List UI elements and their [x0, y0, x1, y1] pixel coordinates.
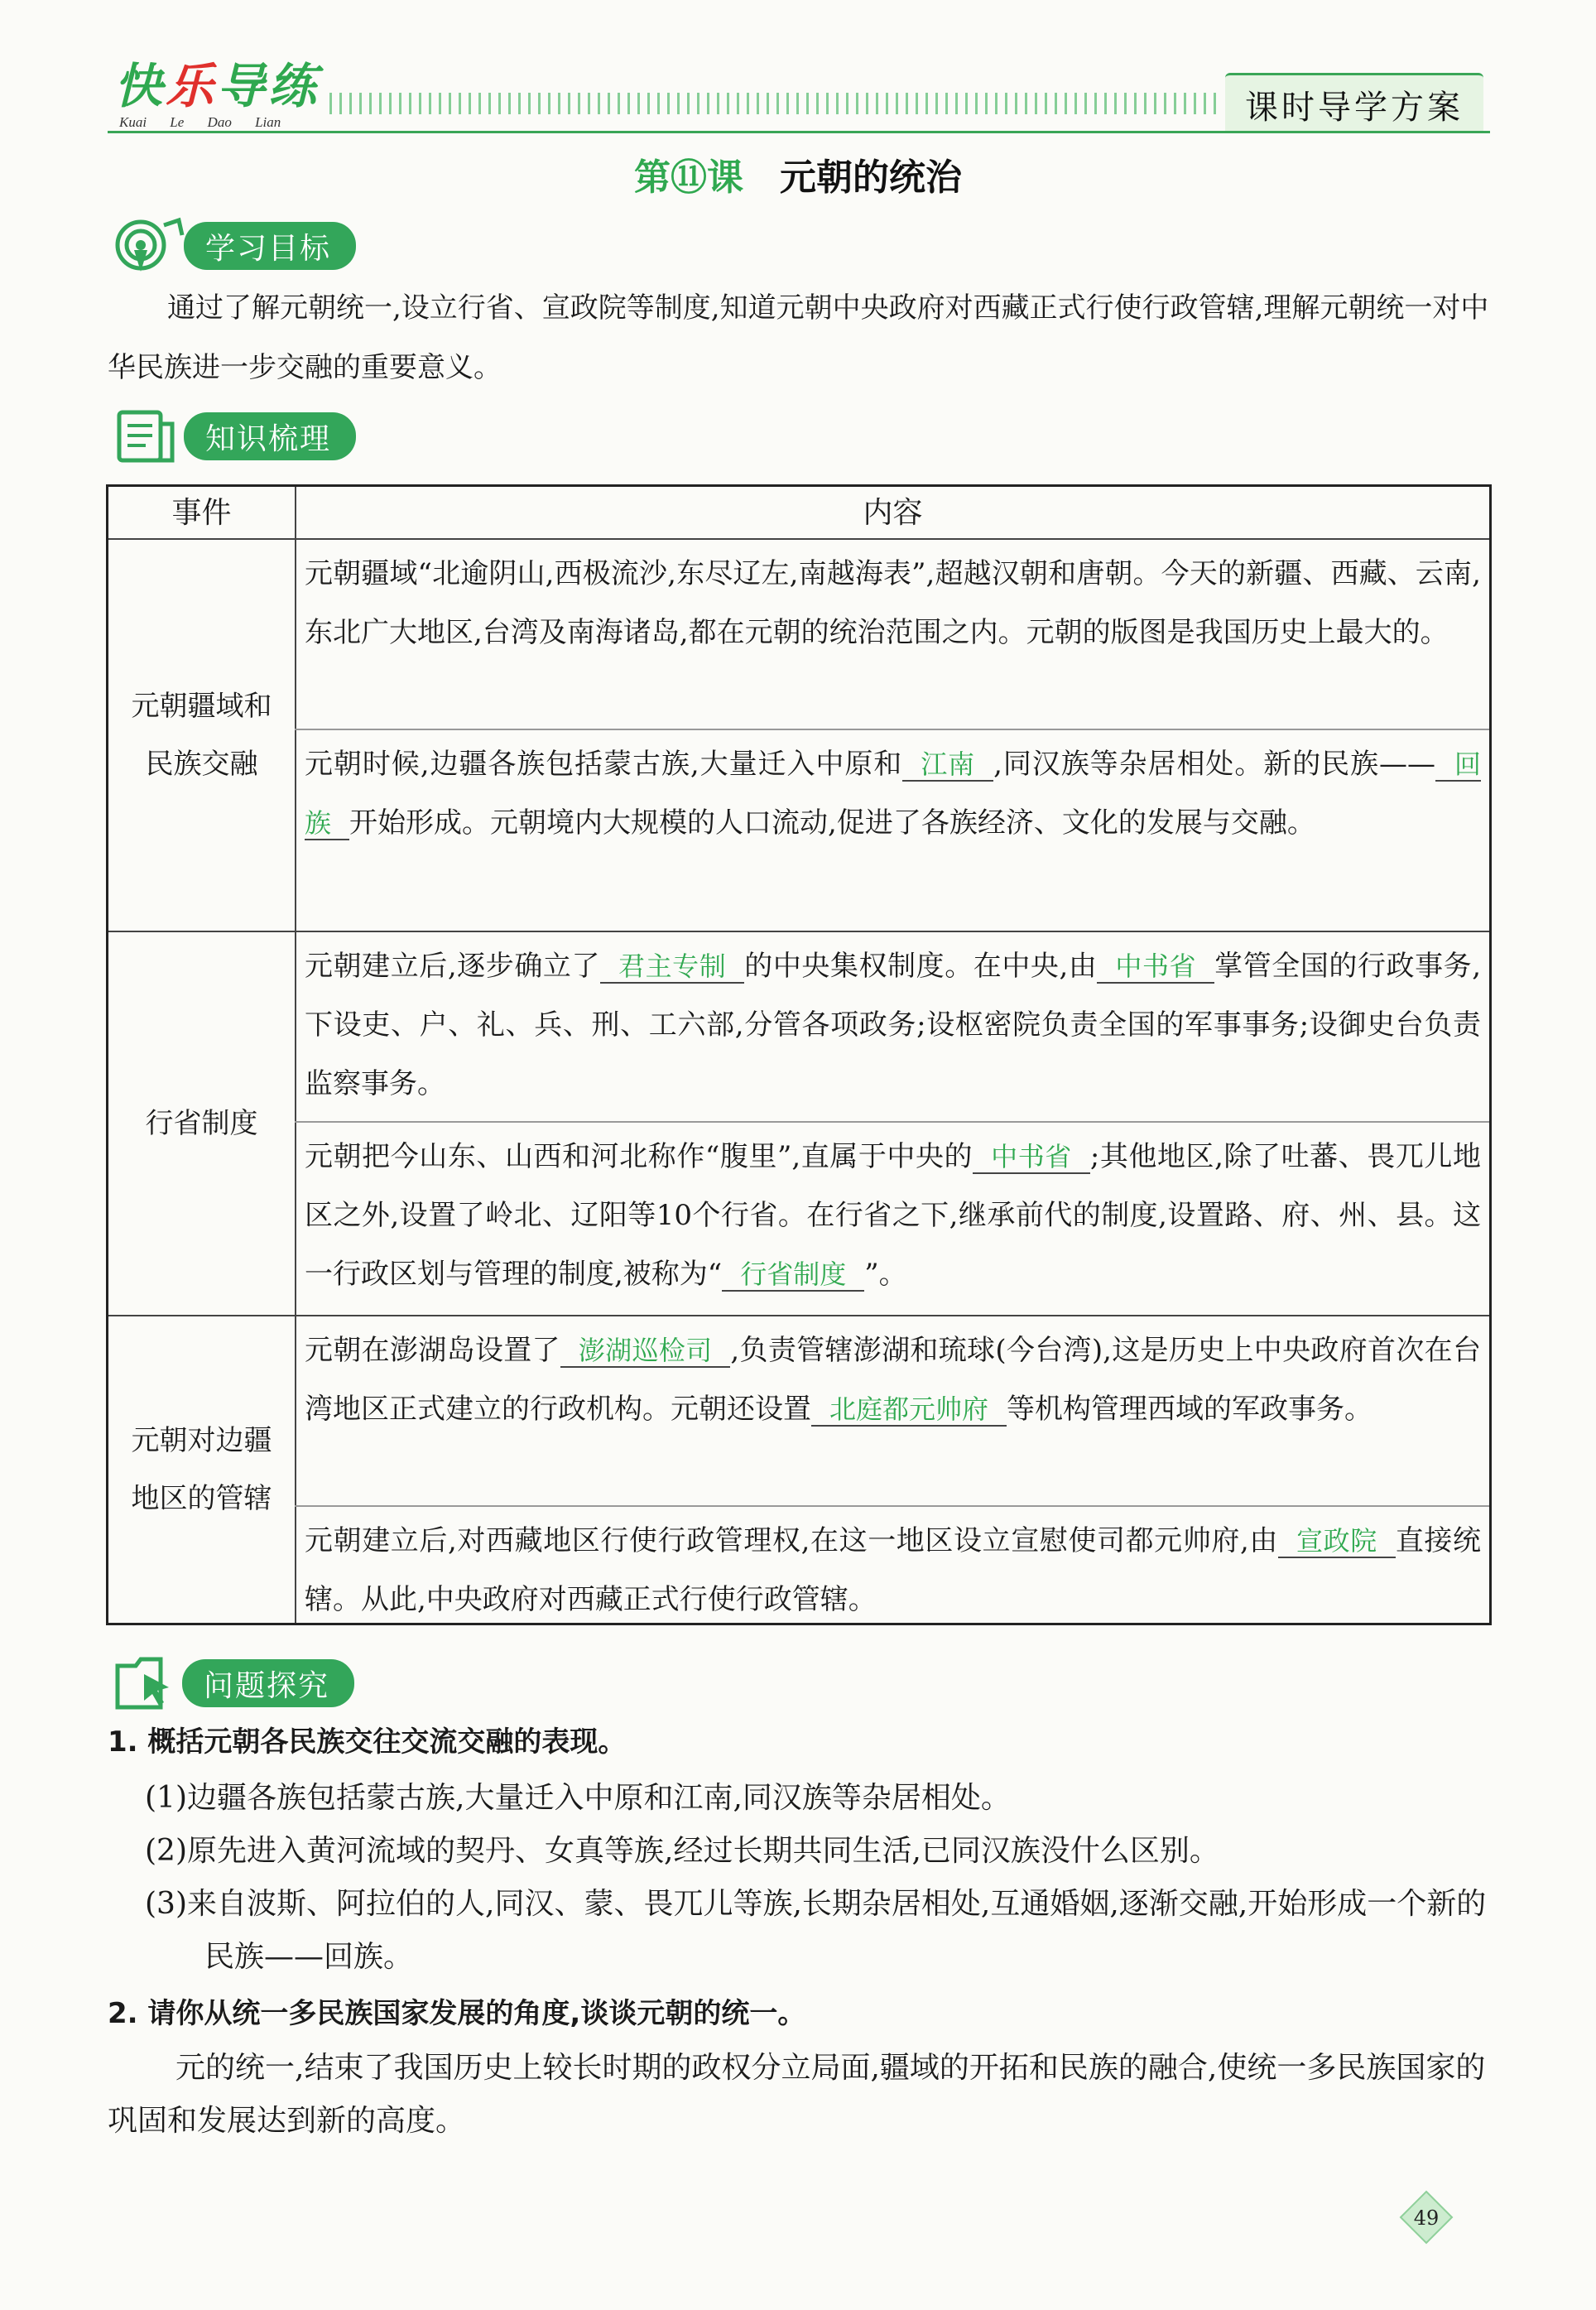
- row-text: ,同汉族等杂居相处。新的民族——: [993, 748, 1436, 781]
- answer-blank: 回族: [305, 748, 1481, 839]
- row-text: 元朝建立后,逐步确立了: [305, 950, 601, 983]
- event-label: 元朝对边疆地区的管辖: [131, 1424, 272, 1515]
- question-1: 1. 概括元朝各民族交往交流交融的表现。: [108, 1725, 627, 1759]
- knowledge-table: [106, 484, 1492, 1625]
- header-hatch-decoration: [329, 93, 1223, 114]
- answer-blank: 中书省: [1097, 950, 1214, 984]
- row-text: ,负责管辖澎湖和琉球(今台湾),这是历史上中央政府首次在台湾地区正式建立的行政机构。元朝还设置: [305, 1334, 1481, 1426]
- brand-title: 快乐导练: [114, 58, 320, 114]
- section-goals-label: 学习目标: [184, 222, 356, 270]
- explore-icon: [111, 1654, 187, 1712]
- header-tag: 课时导学方案: [1225, 73, 1483, 133]
- notes-icon: [113, 407, 189, 465]
- event-label: 行省制度: [145, 1107, 258, 1140]
- lesson-number: 第⑪课: [634, 156, 743, 199]
- row-text: 直接统辖。从此,中央政府对西藏正式行使行政管辖。: [305, 1524, 1482, 1616]
- row-text: 元朝把今山东、山西和河北称作“腹里”,直属于中央的: [305, 1140, 973, 1173]
- section-explore-label: 问题探究: [182, 1659, 354, 1707]
- header-divider: [108, 131, 1490, 133]
- answer-blank: 中书省: [973, 1141, 1090, 1174]
- answer-2: 元的统一,结束了我国历史上较长时期的政权分立局面,疆域的开拓和民族的融合,使统一多民族国家的巩固和发展达到新的高度。: [108, 2051, 1486, 2138]
- row-text: 等机构管理西域的军政事务。: [1007, 1393, 1373, 1426]
- section-knowledge-label: 知识梳理: [184, 412, 356, 460]
- table-row: [296, 932, 1489, 1121]
- table-event-cell: [108, 540, 295, 931]
- row-text: 开始形成。元朝境内大规模的人口流动,促进了各族经济、文化的发展与交融。: [349, 806, 1315, 840]
- row-text: 元朝建立后,对西藏地区行使行政管理权,在这一地区设立宣慰使司都元帅府,由: [305, 1524, 1278, 1557]
- answer-1: [145, 1772, 1494, 1984]
- section-explore: [111, 1654, 354, 1712]
- table-row: [296, 1507, 1489, 1623]
- answer-blank: 澎湖巡检司: [560, 1335, 731, 1368]
- row-text: ;其他地区,除了吐蕃、畏兀儿地区之外,设置了岭北、辽阳等10个行省。在行省之下,继承前代的制度,设置路、府、州、县。这一行政区划与管理的制度,被称为“: [305, 1140, 1481, 1291]
- table-event-cell: [108, 932, 295, 1315]
- answer-blank: 北庭都元帅府: [811, 1393, 1007, 1427]
- lesson-title: [0, 147, 1596, 200]
- row-text: 元朝疆域“北逾阴山,西极流沙,东尽辽左,南越海表”,超越汉朝和唐朝。今天的新疆、西藏、云南,东北广大地区,台湾及南海诸岛,都在元朝的统治范围之内。元朝的版图是我国历史上最大的。: [305, 557, 1481, 649]
- row-text: 的中央集权制度。在中央,由: [744, 950, 1098, 983]
- answer-blank: 行省制度: [722, 1258, 864, 1292]
- answer-line: (1)边疆各族包括蒙古族,大量迁入中原和江南,同汉族等杂居相处。: [145, 1781, 1011, 1815]
- brand-pinyin: Kuai Le Dao Lian: [119, 114, 281, 130]
- table-header-content: 内容: [863, 495, 923, 530]
- answer-blank: 宣政院: [1278, 1525, 1396, 1558]
- section-goals: [113, 217, 356, 275]
- target-icon: [113, 217, 189, 275]
- row-text: ”。: [864, 1258, 907, 1291]
- table-event-cell: [108, 1316, 295, 1623]
- lesson-name: 元朝的统治: [780, 156, 962, 199]
- question-2: 2. 请你从统一多民族国家发展的角度,谈谈元朝的统一。: [108, 1997, 806, 2030]
- table-header-event: 事件: [171, 495, 232, 530]
- row-text: 元朝时候,边疆各族包括蒙古族,大量迁入中原和: [305, 748, 903, 781]
- table-row: [296, 1316, 1489, 1505]
- answer-blank: 江南: [902, 748, 993, 782]
- table-row: [296, 730, 1489, 931]
- table-row: [296, 1123, 1489, 1315]
- answer-line: (3)来自波斯、阿拉伯的人,同汉、蒙、畏兀儿等族,长期杂居相处,互通婚姻,逐渐交融,开始形成一个新的民族——回族。: [145, 1887, 1487, 1974]
- row-text: 掌管全国的行政事务,下设吏、户、礼、兵、刑、工六部,分管各项政务;设枢密院负责全国的军事事务;设御史台负责监察事务。: [305, 950, 1482, 1100]
- goals-text: 通过了解元朝统一,设立行省、宣政院等制度,知道元朝中央政府对西藏正式行使行政管辖,理解元朝统一对中华民族进一步交融的重要意义。: [108, 291, 1489, 384]
- row-text: 元朝在澎湖岛设置了: [305, 1334, 560, 1367]
- brand-logo: [114, 60, 320, 131]
- answer-line: (2)原先进入黄河流域的契丹、女真等族,经过长期共同生活,已同汉族没什么区别。: [145, 1834, 1219, 1868]
- page-number: 49: [1413, 2207, 1440, 2230]
- page-number-badge: [1397, 2188, 1455, 2246]
- section-knowledge: [113, 407, 356, 465]
- event-label: 元朝疆域和民族交融: [131, 690, 272, 781]
- table-row: [296, 540, 1489, 729]
- answer-blank: 君主专制: [600, 950, 744, 984]
